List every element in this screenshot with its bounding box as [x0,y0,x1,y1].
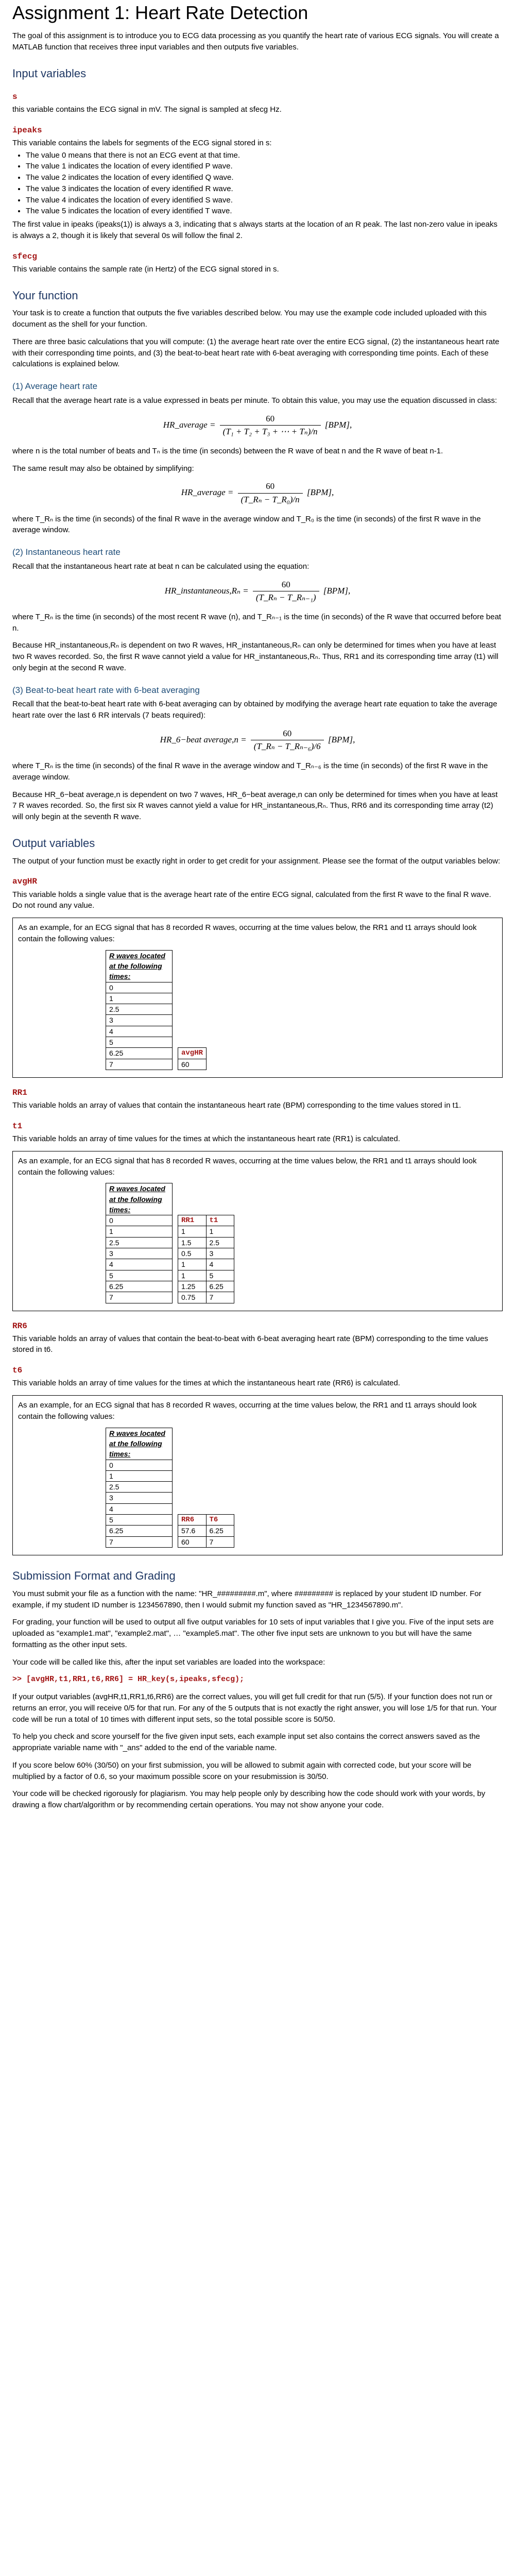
rwaves-table: R waves located at the following times: 0 1 2.5 3 4 5 6.25 7 [106,1183,173,1303]
table-row: 5 [106,1515,173,1526]
table-row: 3 [106,1248,173,1259]
table-row: 7 [106,1536,173,1547]
intro-paragraph: The goal of this assignment is to introduce you to ECG data processing as you quantify the heart rate of various ECG signals. You will create a MATLAB function that receives three input variables and then outputs five variables. [12,31,499,52]
function-call-command: >> [avgHR,t1,RR1,t6,RR6] = HR_key(s,ipeaks,sfecg); [12,1675,245,1684]
outputs-paragraph-1: The output of your function must be exactly right in order to get credit for your assignment. Please see the format of the output variables below: [12,856,501,866]
t1-description: This variable holds an array of time values for the times at which the instantaneous heart rate (RR1) is calculated. [12,1134,400,1143]
table-row: 0 [106,1460,173,1470]
beat-to-beat-paragraph-1: Recall that the beat-to-beat heart rate with 6-beat averaging can by obtained by modifying the average heart rate equation to take the average heart rate over the last 6 RR intervals (7 beats required): [12,700,497,720]
avgHR-label: avgHR [12,877,38,887]
example-text: As an example, for an ECG signal that has 8 recorded R waves, occurring at the time values below, the RR1 and t1 arrays should look contain the following values: [18,1156,477,1177]
RR1-description: This variable holds an array of values that contain the instantaneous heart rate (BPM) corresponding to the time values stored in t1. [12,1101,461,1110]
RR1-result-table: RR1 t1 1 1 1.5 2.5 0.5 3 1 4 1 5 1.25 6.25 0.75 7 [178,1215,234,1303]
average-hr-paragraph-4: where T_Rₙ is the time (in seconds) of the final R wave in the average window and T_R₀ is the time (in seconds) of the first R wave in the average window. [12,514,481,535]
submission-paragraph-4: If your output variables (avgHR,t1,RR1,t6,RR6) are the correct values, you will get full credit for that run (5/5). If your function does not run or returns an error, you will receive 0/5 for that run. For any of the 5 outputs that is not exactly the right answer, you will lose 1/5 for that run. Your code will be run a total of 10 times with different input sets, so the total possible score is 50/50. [12,1692,497,1724]
table-row: 0.75 7 [178,1292,234,1303]
submission-paragraph-3: Your code will be called like this, after the input set variables are loaded into the workspace: [12,1657,325,1667]
table-row: 0.5 3 [178,1248,234,1259]
average-hr-paragraph-1: Recall that the average heart rate is a value expressed in beats per minute. To obtain this value, you may use the equation discussed in class: [12,396,497,405]
submission-paragraph-7: Your code will be checked rigorously for plagiarism. You may help people only by describing how the code should work with your words, by drawing a flow chart/algorithm or by recommending certain operations. You may not show anyone your code. [12,1789,486,1810]
function-paragraph-1: Your task is to create a function that outputs the five variables described below. You may use the example code included uploaded with this document as the shell for your function. [12,309,487,329]
rwaves-table: R waves located at the following times: 0 1 2.5 3 4 5 6.25 7 [106,1428,173,1548]
table-row: 2.5 [106,1482,173,1493]
table-row: 60 [178,1059,207,1070]
table-row: 1 [106,1470,173,1481]
average-hr-paragraph-3: The same result may also be obtained by simplifying: [12,464,194,473]
beat-to-beat-paragraph-2: where T_Rₙ is the time (in seconds) of the final R wave in the average window and T_Rₙ₋₆ is the time (in seconds) of the first R wave in the average window. [12,761,488,782]
submission-paragraph-6: If you score below 60% (30/50) on your first submission, you will be allowed to submit again with corrected code, but your score will be multiplied by a factor of 0.6, so your maximum possible score on your resubmission is 30/50. [12,1760,472,1781]
list-item: • The value 4 indicates the location of every identified S wave. [26,195,503,206]
s-description: this variable contains the ECG signal in mV. The signal is sampled at sfecg Hz. [12,105,282,114]
table-row: 5 [106,1037,173,1047]
instantaneous-hr-paragraph-2: where T_Rₙ is the time (in seconds) of the most recent R wave (n), and T_Rₙ₋₁ is the time (in seconds) of the R wave that occurred before beat n. [12,612,501,633]
RR6-example-box [12,1395,503,1555]
RR1-example-box [12,1151,503,1311]
instantaneous-hr-heading: (2) Instantaneous heart rate [12,547,121,557]
table-row: 0 [106,982,173,993]
avgHR-result-table: avgHR 60 [178,1047,207,1070]
table-row: 1 [106,1226,173,1237]
table-row: 1.25 6.25 [178,1281,234,1292]
submission-paragraph-5: To help you check and score yourself for the five given input sets, each example input set also contains the correct answers saved as the appropriate variable name with "_ans" added to the end of the variable name. [12,1732,480,1753]
ipeaks-description: This variable contains the labels for segments of the ECG signal stored in s: [12,138,272,147]
function-paragraph-2: There are three basic calculations that you will compute: (1) the average heart rate over the entire ECG signal, (2) the instantaneous heart rate with their corresponding time points, and (3) the beat-to-beat heart rate with 6-beat averaging with corresponding time points. Each of these calculations is explained below. [12,337,500,369]
list-item: • The value 2 indicates the location of every identified Q wave. [26,172,503,183]
t6-label: t6 [12,1366,23,1376]
RR6-result-table: RR6 T6 57.6 6.25 60 7 [178,1514,234,1548]
table-row: 1 [106,993,173,1004]
list-item: • The value 3 indicates the location of every identified R wave. [26,183,503,195]
avgHR-example-box [12,918,503,1078]
list-item: • The value 5 indicates the location of every identified T wave. [26,206,503,217]
beat-to-beat-heading: (3) Beat-to-beat heart rate with 6-beat averaging [12,685,200,695]
submission-paragraph-2: For grading, your function will be used to output all five output variables for 10 sets of input variables that I give you. Five of the input sets are uploaded as "example1.mat", "example2.mat", … "example5.mat". The other five input sets are unknown to you but will have the same formatting as the other input sets. [12,1618,494,1649]
table-row: 60 7 [178,1536,234,1547]
RR6-description: This variable holds an array of values that contain the beat-to-beat with 6-beat averaging heart rate (BPM) corresponding to the time values stored in t6. [12,1334,488,1354]
sfecg-label: sfecg [12,251,38,261]
rwaves-table: R waves located at the following times: 0 1 2.5 3 4 5 6.25 7 [106,950,173,1070]
page-title: Assignment 1: Heart Rate Detection [12,2,308,23]
average-hr-heading: (1) Average heart rate [12,381,98,392]
table-row: 4 [106,1259,173,1270]
table-row: 6.25 [106,1526,173,1536]
table-row: 6.25 [106,1048,173,1059]
RR1-label: RR1 [12,1088,27,1097]
table-row: 4 [106,1026,173,1037]
example-text: As an example, for an ECG signal that has 8 recorded R waves, occurring at the time values below, the RR1 and t1 arrays should look contain the following values: [18,1401,477,1421]
avgHR-description: This variable holds a single value that is the average heart rate of the entire ECG signal, calculated from the first R wave to the final R wave. Do not round any value. [12,890,491,910]
t1-label: t1 [12,1121,23,1131]
ipeaks-list [26,150,503,217]
average-hr-equation-2: HR_average = $\frac{60}{\text{(T\_Rₙ − T\_R₀)/n}}$ [BPM], [181,481,334,505]
ipeaks-label: ipeaks [12,125,42,135]
your-function-heading: Your function [12,289,78,302]
list-item: • The value 1 indicates the location of every identified P wave. [26,161,503,172]
table-row: 1 4 [178,1259,234,1270]
average-hr-paragraph-2: where n is the total number of beats and Tₙ is the time (in seconds) between the R wave of beat n and the R wave of beat n-1. [12,446,443,455]
table-row: 1 5 [178,1270,234,1281]
table-row: 3 [106,1015,173,1026]
beat-to-beat-paragraph-3: Because HR_6−beat average,n is dependent on two 7 waves, HR_6−beat average,n can only be determined for times when you have at least 7 R waves recorded. So, the first six R waves cannot yield a value for HR_instantaneous,Rₙ. Thus, RR6 and its corresponding time array (t2) will only begin at the seventh R wave. [12,790,498,822]
table-row: 7 [106,1292,173,1303]
example-text: As an example, for an ECG signal that has 8 recorded R waves, occurring at the time values below, the RR1 and t1 arrays should look contain the following values: [18,923,477,943]
submission-heading: Submission Format and Grading [12,1569,176,1582]
instantaneous-hr-equation: HR_instantaneous,Rₙ = $\frac{60}{\text{(T\_Rₙ − T\_Rₙ₋₁)}}$ [BPM], [164,579,351,603]
table-row: 2.5 [106,1004,173,1015]
table-row: 0 [106,1215,173,1226]
instantaneous-hr-paragraph-1: Recall that the instantaneous heart rate at beat n can be calculated using the equation: [12,562,310,571]
RR6-label: RR6 [12,1321,27,1331]
average-hr-equation-1: HR_average = $\frac{60}{\text{(T₁ + T₂ + T₃ + ⋯ + Tₙ)/n}}$ [BPM], [163,413,352,437]
table-row: 7 [106,1059,173,1070]
s-label: s [12,92,18,101]
sfecg-description: This variable contains the sample rate (in Hertz) of the ECG signal stored in s. [12,264,279,274]
table-row: 5 [106,1270,173,1281]
submission-paragraph-1: You must submit your file as a function with the name: "HR_#########.m", where ######### is replaced by your student ID number. For example, if my student ID number is 1234567890, then I would submit my function saved as "HR_1234567890.m". [12,1589,482,1609]
table-row: 1.5 2.5 [178,1237,234,1248]
input-variables-heading: Input variables [12,66,87,80]
table-row: 57.6 6.25 [178,1526,234,1536]
beat-to-beat-equation: HR_6−beat average,n = $\frac{60}{\text{(T\_Rₙ − T\_Rₙ₋₆)/6}}$ [BPM], [160,728,355,752]
table-row: 4 [106,1503,173,1514]
table-row: 1 1 [178,1226,234,1237]
table-row: 6.25 [106,1281,173,1292]
ipeaks-note: The first value in ipeaks (ipeaks(1)) is always a 3, indicating that s always starts at the location of an R peak. The last non-zero value in ipeaks is always a 2, though it is likely that several 0s will follow the final 2. [12,220,497,240]
output-variables-heading: Output variables [12,836,95,850]
table-row: 3 [106,1493,173,1503]
t6-description: This variable holds an array of time values for the times at which the instantaneous heart rate (RR6) is calculated. [12,1379,400,1388]
instantaneous-hr-paragraph-3: Because HR_instantaneous,Rₙ is dependent on two R waves, HR_instantaneous,Rₙ can only be determined for times when you have at least two R waves recorded. So, the first R wave cannot yield a value for HR_instantaneous,Rₙ. Thus, RR1 and its corresponding time array (t1) will only begin at the second R wave. [12,641,499,672]
table-row: 2.5 [106,1237,173,1248]
list-item: • The value 0 means that there is not an ECG event at that time. [26,150,503,161]
